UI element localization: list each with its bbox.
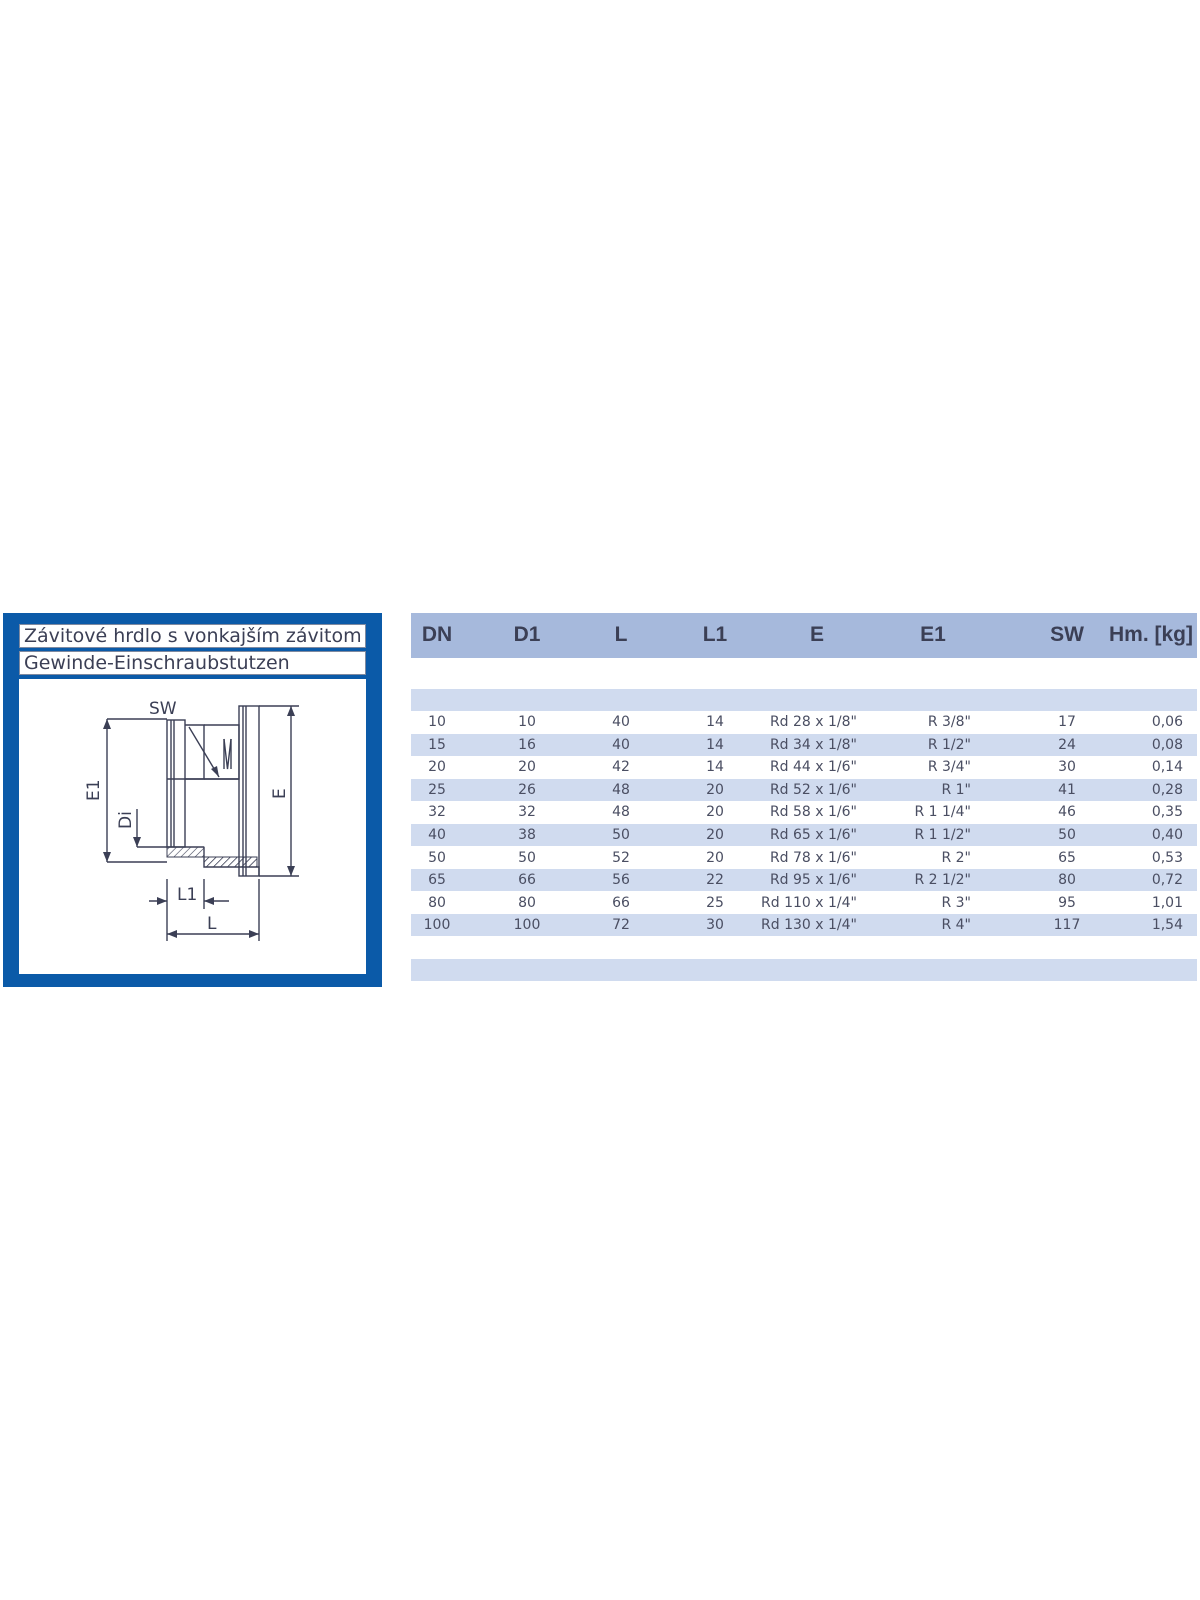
table-cell: 20: [706, 827, 724, 843]
table-cell: 100: [513, 917, 541, 934]
table-cell: 25: [706, 894, 724, 911]
table-cell: 40: [428, 827, 446, 843]
table-cell: 22: [706, 872, 724, 889]
col-dn: DN: [421, 623, 453, 646]
table-cell: R 1 1/4": [914, 804, 971, 821]
table-cell: 0,28: [1151, 781, 1183, 798]
large-thread-outline: [239, 706, 259, 876]
label-di: Di: [116, 811, 136, 829]
col-e1: E1: [920, 623, 946, 646]
table-cell: R 1 1/2": [914, 827, 971, 843]
table-cell: 1,01: [1151, 894, 1183, 911]
table-cell: 50: [428, 849, 446, 866]
small-thread-outline: [167, 720, 185, 847]
table-cell: 41: [1058, 781, 1076, 798]
table-cell: 25: [428, 781, 446, 798]
table-cell: R 3": [941, 894, 971, 911]
table-row: [411, 824, 1197, 846]
table-cell: 42: [612, 759, 630, 776]
table-cell: Rd 34 x 1/8": [769, 736, 857, 753]
table-cell: Rd 130 x 1/4": [761, 917, 857, 934]
label-l1: L1: [177, 885, 198, 905]
table-cell: 20: [428, 759, 446, 776]
table-row: [411, 711, 1197, 733]
table-cell: 20: [706, 849, 724, 866]
table-cell: 17: [1058, 714, 1076, 730]
table-cell: 26: [518, 781, 536, 798]
table-cell: 66: [518, 872, 536, 889]
table-cell: Rd 58 x 1/6": [769, 804, 857, 821]
product-panel: [3, 613, 382, 987]
table-cell: 30: [1058, 759, 1076, 776]
table-cell: R 2": [941, 849, 971, 866]
table-cell: 24: [1058, 736, 1076, 753]
table-cell: 30: [706, 917, 724, 934]
table-cell: 16: [518, 736, 536, 753]
table-cell: 0,14: [1151, 759, 1183, 776]
table-cell: R 4": [941, 917, 971, 934]
table-cell: 0,35: [1151, 804, 1183, 821]
table-cell: 15: [428, 736, 446, 753]
table-cell: 0,72: [1151, 872, 1183, 889]
col-sw: SW: [1050, 623, 1084, 646]
table-cell: Rd 65 x 1/6": [769, 827, 857, 843]
stripe-bottom: [411, 959, 1197, 981]
table-row: [411, 892, 1197, 914]
table-cell: 117: [1053, 917, 1081, 934]
table-cell: 46: [1058, 804, 1076, 821]
table-cell: 56: [612, 872, 630, 889]
col-l1: L1: [702, 623, 728, 646]
table-cell: 0,06: [1151, 714, 1183, 730]
table-cell: 100: [423, 917, 451, 934]
table-cell: Rd 95 x 1/6": [769, 872, 857, 889]
label-e: E: [270, 788, 290, 799]
table-cell: 10: [518, 714, 536, 730]
table-cell: 50: [612, 827, 630, 843]
table-row: [411, 869, 1197, 891]
table-cell: 40: [612, 714, 630, 730]
table-cell: 65: [1058, 849, 1076, 866]
table-row: [411, 734, 1197, 756]
label-l: L: [207, 914, 217, 934]
technical-drawing: [19, 679, 366, 974]
table-cell: 0,40: [1151, 827, 1183, 843]
stripe-top: [411, 689, 1197, 711]
table-cell: 0,08: [1151, 736, 1183, 753]
table-row: [411, 756, 1197, 778]
table-cell: 0,53: [1151, 849, 1183, 866]
table-cell: 1,54: [1151, 917, 1183, 934]
table-cell: 20: [706, 804, 724, 821]
table-cell: R 1/2": [927, 736, 971, 753]
col-weight: Hm. [kg]: [1109, 623, 1193, 646]
table-header: [411, 613, 1197, 658]
table-cell: R 3/8": [927, 714, 971, 730]
table-cell: 95: [1058, 894, 1076, 911]
table-cell: 80: [1058, 872, 1076, 889]
table-cell: 40: [612, 736, 630, 753]
table-cell: R 1": [941, 781, 971, 798]
table-cell: 52: [612, 849, 630, 866]
table-cell: 14: [706, 736, 724, 753]
table-cell: Rd 110 x 1/4": [761, 894, 857, 911]
table-row: [411, 914, 1197, 936]
table-cell: 72: [612, 917, 630, 934]
table-cell: Rd 52 x 1/6": [769, 781, 857, 798]
title-german: Gewinde-Einschraubstutzen: [19, 651, 366, 675]
table-cell: 14: [706, 759, 724, 776]
col-d1: D1: [513, 623, 541, 646]
table-cell: 32: [428, 804, 446, 821]
col-l: L: [614, 623, 628, 646]
table-cell: 20: [706, 781, 724, 798]
drawing-svg: [19, 679, 366, 974]
table-row: [411, 847, 1197, 869]
table-cell: 32: [518, 804, 536, 821]
title-czech: Závitové hrdlo s vonkajším závitom: [19, 624, 366, 648]
table-cell: 14: [706, 714, 724, 730]
table-row: [411, 801, 1197, 823]
label-sw: SW: [149, 699, 177, 719]
table-cell: Rd 28 x 1/8": [769, 714, 857, 730]
table-cell: Rd 78 x 1/6": [769, 849, 857, 866]
table-cell: R 3/4": [927, 759, 971, 776]
table-cell: 10: [428, 714, 446, 730]
table-cell: 80: [428, 894, 446, 911]
table-row: [411, 779, 1197, 801]
table-cell: 80: [518, 894, 536, 911]
table-cell: 66: [612, 894, 630, 911]
table-cell: Rd 44 x 1/6": [769, 759, 857, 776]
col-e: E: [809, 623, 824, 646]
table-cell: 65: [428, 872, 446, 889]
table-cell: 20: [518, 759, 536, 776]
table-cell: 50: [518, 849, 536, 866]
table-cell: 38: [518, 827, 536, 843]
table-cell: 50: [1058, 827, 1076, 843]
label-e1: E1: [84, 779, 104, 801]
table-cell: 48: [612, 781, 630, 798]
table-cell: 48: [612, 804, 630, 821]
table-cell: R 2 1/2": [914, 872, 971, 889]
